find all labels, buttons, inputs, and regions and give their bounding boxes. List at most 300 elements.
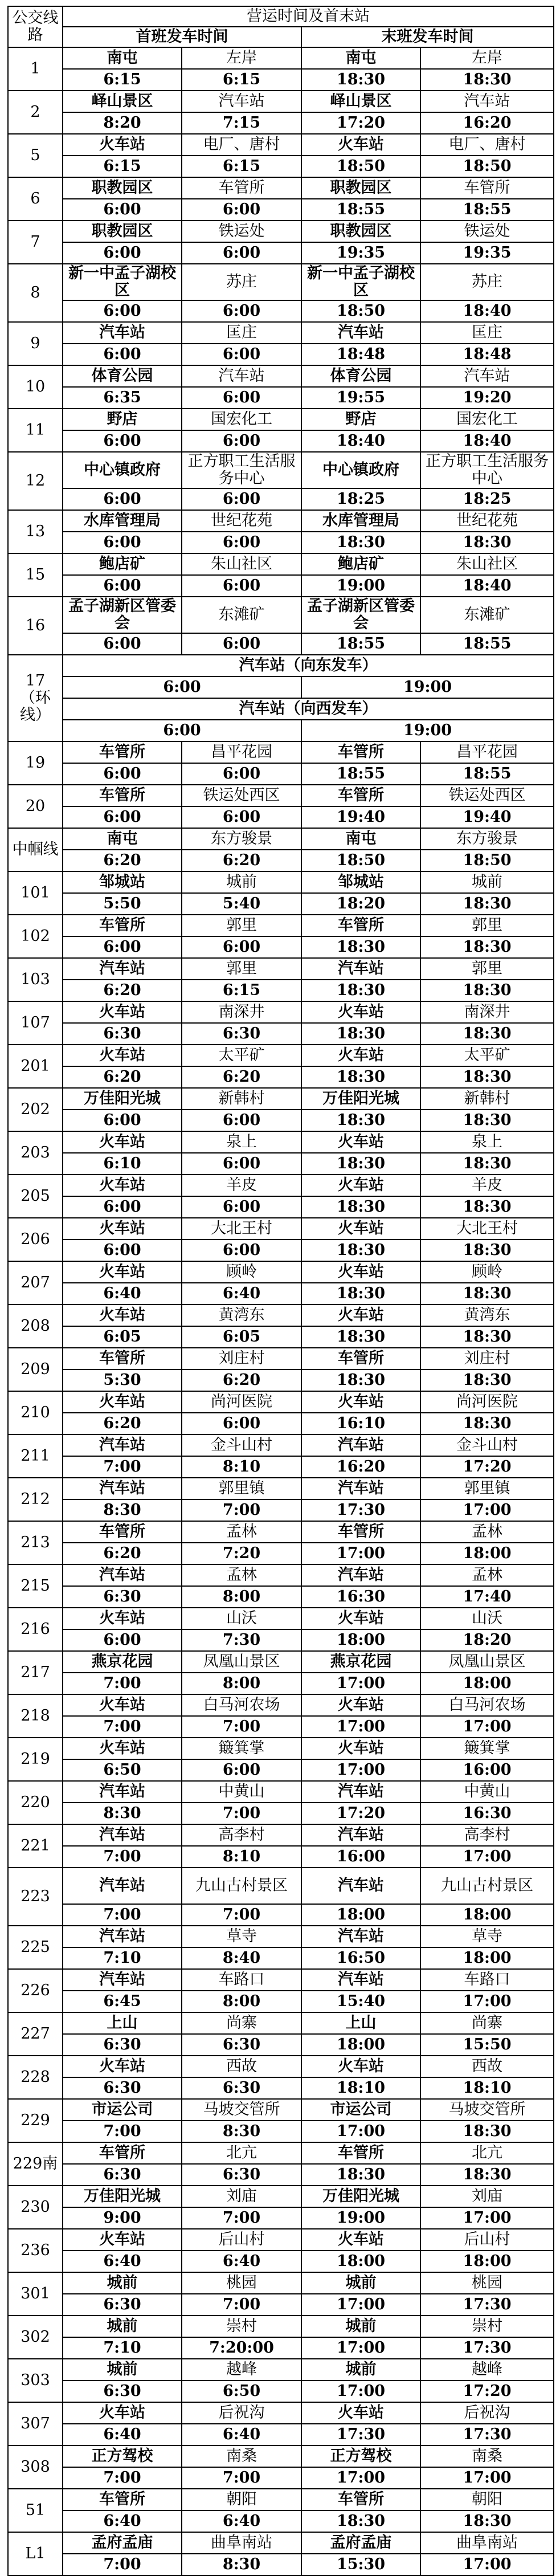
last-bus-time: 15:50 (420, 2034, 554, 2056)
last-bus-time: 18:30 (301, 936, 420, 958)
route-row-terminals (8, 2532, 554, 2554)
last-bus-time: 17:00 (301, 1716, 420, 1738)
first-bus-time: 7:10 (63, 2337, 182, 2359)
first-bus-time: 8:10 (182, 1846, 301, 1868)
header-row-2 (8, 27, 554, 47)
last-bus-terminal: 昌平花园 (420, 741, 554, 763)
first-bus-time: 6:20 (63, 980, 182, 1001)
route-row-terminals (8, 1868, 554, 1904)
loop-direction-label: 汽车站（向东发车） (63, 655, 554, 676)
last-bus-terminal: 汽车站 (301, 1434, 420, 1456)
last-bus-time: 17:00 (301, 2121, 420, 2142)
route-row-terminals (8, 1088, 554, 1110)
last-bus-terminal: 东滩矿 (420, 597, 554, 633)
last-bus-time: 18:55 (420, 763, 554, 785)
last-bus-time: 18:30 (420, 980, 554, 1001)
route-row-terminals (8, 1969, 554, 1991)
first-bus-terminal: 后祝沟 (182, 2402, 301, 2424)
first-bus-terminal: 车管所 (63, 915, 182, 936)
last-bus-terminal: 新一中孟子湖校区 (301, 264, 420, 300)
last-bus-terminal: 铁运处 (420, 221, 554, 242)
first-bus-time: 6:40 (63, 2510, 182, 2532)
last-bus-terminal: 朝阳 (420, 2489, 554, 2510)
route-number: 8 (8, 264, 63, 322)
last-bus-time: 18:50 (420, 850, 554, 871)
first-bus-time: 6:20 (182, 850, 301, 871)
last-bus-terminal: 后祝沟 (420, 2402, 554, 2424)
route-row-terminals (8, 1608, 554, 1629)
first-bus-terminal: 顾岭 (182, 1261, 301, 1283)
last-bus-time: 18:30 (301, 1153, 420, 1175)
first-bus-time: 6:30 (63, 2294, 182, 2316)
route-row-terminals (8, 409, 554, 430)
last-bus-time: 17:00 (420, 2207, 554, 2229)
first-bus-time: 6:00 (63, 488, 182, 510)
last-bus-time: 19:40 (420, 806, 554, 828)
first-bus-time: 6:00 (63, 1110, 182, 1131)
route-row-terminals (8, 1926, 554, 1947)
first-bus-time: 8:00 (182, 1586, 301, 1608)
route-row-times (8, 1629, 554, 1651)
last-bus-terminal: 左岸 (420, 47, 554, 69)
last-bus-terminal: 城前 (301, 2272, 420, 2294)
route-row-terminals (8, 1391, 554, 1413)
first-bus-time: 6:35 (63, 387, 182, 409)
route-row-times (8, 575, 554, 597)
last-bus-time: 18:30 (420, 893, 554, 915)
route-row-terminals (8, 553, 554, 575)
route-row-times (8, 980, 554, 1001)
route-number: 中帼线 (8, 828, 63, 871)
first-bus-terminal: 西故 (182, 2056, 301, 2077)
route-number: 103 (8, 958, 63, 1001)
last-bus-terminal: 车管所 (301, 1521, 420, 1543)
first-bus-time: 6:00 (182, 936, 301, 958)
route-number: 302 (8, 2316, 63, 2359)
route-row-times (8, 1196, 554, 1218)
first-bus-time: 6:30 (63, 2034, 182, 2056)
route-row-terminals (8, 1175, 554, 1196)
last-bus-time: 17:20 (301, 112, 420, 134)
last-bus-terminal: 邹城站 (301, 871, 420, 893)
route-number: 51 (8, 2489, 63, 2532)
route-row-terminals (8, 177, 554, 199)
last-bus-terminal: 市运公司 (301, 2099, 420, 2121)
first-bus-time: 7:00 (182, 2467, 301, 2489)
last-bus-time: 18:30 (301, 1326, 420, 1348)
route-row-terminals (8, 1261, 554, 1283)
last-bus-time: 18:25 (420, 488, 554, 510)
first-bus-time: 6:40 (182, 2510, 301, 2532)
route-row-terminals (8, 2445, 554, 2467)
last-bus-terminal: 车路口 (420, 1969, 554, 1991)
first-bus-time: 6:20 (182, 1066, 301, 1088)
first-bus-terminal: 东方骏景 (182, 828, 301, 850)
first-bus-time: 6:40 (182, 1283, 301, 1305)
first-bus-terminal: 太平矿 (182, 1045, 301, 1066)
route-number: 17（环线） (8, 655, 63, 741)
last-bus-terminal: 鲍店矿 (301, 553, 420, 575)
first-bus-time: 7:00 (182, 2294, 301, 2316)
last-bus-time: 18:30 (420, 936, 554, 958)
route-number: 205 (8, 1175, 63, 1218)
route-row-times (8, 1543, 554, 1564)
first-bus-terminal: 城前 (63, 2272, 182, 2294)
last-bus-time: 17:30 (301, 2424, 420, 2445)
first-bus-terminal: 车管所 (63, 785, 182, 806)
first-bus-terminal: 郭里镇 (182, 1478, 301, 1499)
last-bus-time: 18:30 (420, 2121, 554, 2142)
first-bus-time: 6:00 (63, 1629, 182, 1651)
first-bus-time: 6:20 (63, 1543, 182, 1564)
route-row-terminals (8, 1131, 554, 1153)
route-row-times (8, 1904, 554, 1926)
first-bus-time: 7:00 (63, 2554, 182, 2575)
route-row-times (8, 242, 554, 264)
last-bus-terminal: 尚寨 (420, 2012, 554, 2034)
first-bus-terminal: 黄湾东 (182, 1305, 301, 1326)
route-number: 206 (8, 1218, 63, 1261)
last-bus-time: 18:00 (420, 1673, 554, 1694)
route-row-terminals (8, 1694, 554, 1716)
route-number: 219 (8, 1738, 63, 1781)
route-row-times (8, 2251, 554, 2272)
last-bus-terminal: 水库管理局 (301, 510, 420, 532)
last-bus-time: 18:30 (301, 1110, 420, 1131)
route-row-times (8, 199, 554, 221)
last-bus-time: 17:30 (420, 2424, 554, 2445)
first-bus-terminal: 中黄山 (182, 1781, 301, 1803)
last-bus-time: 16:30 (420, 1803, 554, 1824)
route-row-terminals (8, 221, 554, 242)
first-bus-terminal: 火车站 (63, 2402, 182, 2424)
last-bus-terminal: 汽车站 (301, 1478, 420, 1499)
last-bus-terminal: 泉上 (420, 1131, 554, 1153)
first-bus-terminal: 朝阳 (182, 2489, 301, 2510)
first-bus-terminal: 燕京花园 (63, 1651, 182, 1673)
first-bus-time: 5:40 (182, 893, 301, 915)
first-bus-time: 6:20 (63, 850, 182, 871)
last-bus-time: 17:20 (420, 1456, 554, 1478)
last-bus-time: 17:00 (420, 1846, 554, 1868)
route-row-terminals (8, 1305, 554, 1326)
first-bus-time: 6:30 (182, 2034, 301, 2056)
route-row-times (8, 69, 554, 91)
first-bus-time: 6:00 (63, 300, 182, 322)
route-row-times (8, 1586, 554, 1608)
route-row-terminals (8, 2359, 554, 2381)
first-bus-time: 6:00 (63, 1196, 182, 1218)
first-bus-terminal: 火车站 (63, 1218, 182, 1240)
first-bus-time: 8:00 (182, 1991, 301, 2012)
first-bus-time: 6:15 (182, 980, 301, 1001)
route-row-times (8, 806, 554, 828)
first-bus-terminal: 邹城站 (63, 871, 182, 893)
last-bus-terminal: 车管所 (420, 177, 554, 199)
last-bus-terminal: 孟子湖新区管委会 (301, 597, 420, 633)
first-bus-terminal: 草寺 (182, 1926, 301, 1947)
last-bus-terminal: 火车站 (301, 2402, 420, 2424)
route-row-times (8, 1456, 554, 1478)
first-bus-time: 6:00 (182, 1759, 301, 1781)
first-bus-terminal: 国宏化工 (182, 409, 301, 430)
last-bus-time: 18:55 (420, 199, 554, 221)
last-bus-time: 18:30 (420, 1283, 554, 1305)
last-bus-time: 18:30 (420, 1066, 554, 1088)
route-number: 7 (8, 221, 63, 264)
first-bus-terminal: 汽车站 (63, 1781, 182, 1803)
route-row-terminals (8, 452, 554, 488)
first-bus-time: 6:15 (63, 156, 182, 177)
last-bus-time: 18:00 (301, 2251, 420, 2272)
route-row-terminals (8, 1001, 554, 1023)
first-bus-time: 7:20:00 (182, 2337, 301, 2359)
first-bus-terminal: 汽车站 (63, 1434, 182, 1456)
first-bus-time: 6:00 (182, 488, 301, 510)
first-bus-time: 6:00 (63, 532, 182, 553)
last-bus-time: 19:00 (301, 720, 554, 741)
last-bus-terminal: 孟林 (420, 1564, 554, 1586)
first-bus-time: 7:15 (182, 112, 301, 134)
first-bus-time: 7:20 (182, 1543, 301, 1564)
first-bus-terminal: 车管所 (63, 2142, 182, 2164)
route-row-times (8, 430, 554, 452)
last-bus-terminal: 北亢 (420, 2142, 554, 2164)
last-bus-terminal: 白马河农场 (420, 1694, 554, 1716)
first-bus-terminal: 汽车站 (63, 1868, 182, 1904)
loop-direction-label: 汽车站（向西发车） (63, 698, 554, 720)
last-bus-time: 17:00 (420, 1499, 554, 1521)
route-row-times (8, 1499, 554, 1521)
first-bus-terminal: 火车站 (63, 1001, 182, 1023)
first-bus-terminal: 苏庄 (182, 264, 301, 300)
last-bus-terminal: 城前 (301, 2316, 420, 2337)
route-row-terminals (8, 785, 554, 806)
first-bus-time: 7:00 (63, 1716, 182, 1738)
first-bus-terminal: 新一中孟子湖校区 (63, 264, 182, 300)
route-number: 218 (8, 1694, 63, 1738)
route-row-terminals (8, 1478, 554, 1499)
route-row-terminals (8, 1218, 554, 1240)
first-bus-terminal: 水库管理局 (63, 510, 182, 532)
first-bus-time: 6:00 (182, 300, 301, 322)
first-bus-time: 7:00 (63, 1904, 182, 1926)
last-bus-time: 18:30 (301, 1196, 420, 1218)
route-row-terminals (8, 2099, 554, 2121)
route-number: 9 (8, 322, 63, 365)
last-bus-time: 17:00 (301, 2294, 420, 2316)
last-bus-terminal: 越峰 (420, 2359, 554, 2381)
route-row-times (8, 1947, 554, 1969)
first-bus-terminal: 凤凰山景区 (182, 1651, 301, 1673)
last-bus-time: 17:00 (420, 2554, 554, 2575)
first-bus-terminal: 桃园 (182, 2272, 301, 2294)
last-bus-time: 18:00 (420, 1947, 554, 1969)
last-bus-terminal: 崇村 (420, 2316, 554, 2337)
first-bus-terminal: 南桑 (182, 2445, 301, 2467)
first-bus-time: 6:50 (63, 1759, 182, 1781)
first-bus-time: 8:10 (182, 1456, 301, 1478)
first-bus-time: 6:00 (182, 532, 301, 553)
last-bus-terminal: 草寺 (420, 1926, 554, 1947)
last-bus-terminal: 九山古村景区 (420, 1868, 554, 1904)
first-bus-terminal: 火车站 (63, 134, 182, 156)
route-row-times (8, 1369, 554, 1391)
last-bus-terminal: 峄山景区 (301, 91, 420, 112)
route-number: 210 (8, 1391, 63, 1434)
first-bus-time: 6:15 (182, 156, 301, 177)
last-bus-time: 18:50 (301, 850, 420, 871)
last-bus-time: 18:30 (420, 1023, 554, 1045)
last-bus-terminal: 野店 (301, 409, 420, 430)
last-bus-terminal: 车管所 (301, 741, 420, 763)
route-number: 12 (8, 452, 63, 510)
route-row-times (8, 1066, 554, 1088)
route-row-times (8, 2381, 554, 2402)
last-bus-terminal: 万佳阳光城 (301, 2186, 420, 2207)
route-row-times (8, 112, 554, 134)
last-bus-time: 16:50 (301, 1947, 420, 1969)
last-bus-time: 16:20 (301, 1456, 420, 1478)
last-bus-terminal: 东方骏景 (420, 828, 554, 850)
route-row-times (8, 2467, 554, 2489)
last-bus-terminal: 职教园区 (301, 221, 420, 242)
last-bus-time: 18:30 (301, 1240, 420, 1261)
route-number: 102 (8, 915, 63, 958)
first-bus-terminal: 汽车站 (63, 1824, 182, 1846)
first-bus-time: 6:00 (182, 1153, 301, 1175)
route-row-terminals (8, 1651, 554, 1673)
first-bus-time: 6:05 (182, 1326, 301, 1348)
route-number: 221 (8, 1824, 63, 1868)
last-bus-time: 18:00 (301, 1904, 420, 1926)
first-bus-time: 6:00 (63, 633, 182, 655)
first-bus-time: 6:40 (182, 2424, 301, 2445)
last-bus-time: 17:30 (301, 1499, 420, 1521)
route-row-terminals (8, 1564, 554, 1586)
route-row-times (8, 1803, 554, 1824)
first-bus-terminal: 尚河医院 (182, 1391, 301, 1413)
last-bus-time: 17:00 (301, 1673, 420, 1694)
last-bus-terminal: 汽车站 (301, 1781, 420, 1803)
first-bus-time: 6:00 (63, 344, 182, 365)
first-bus-time: 8:30 (182, 2554, 301, 2575)
first-bus-terminal: 车管所 (182, 177, 301, 199)
last-bus-terminal: 火车站 (301, 1001, 420, 1023)
route-number: 201 (8, 1045, 63, 1088)
first-bus-terminal: 南深井 (182, 1001, 301, 1023)
first-bus-terminal: 火车站 (63, 1608, 182, 1629)
route-number: 10 (8, 365, 63, 409)
last-bus-terminal: 刘庄村 (420, 1348, 554, 1369)
first-bus-time: 6:40 (63, 2251, 182, 2272)
first-bus-terminal: 火车站 (63, 1738, 182, 1759)
route-row-times (8, 488, 554, 510)
schedule-title: 营运时间及首末站 (63, 6, 554, 27)
route-row-terminals (8, 2142, 554, 2164)
last-bus-terminal: 大北王村 (420, 1218, 554, 1240)
first-bus-terminal: 泉上 (182, 1131, 301, 1153)
first-bus-terminal: 孟林 (182, 1521, 301, 1543)
route-row-times (8, 1283, 554, 1305)
route-row-terminals (8, 915, 554, 936)
first-bus-terminal: 城前 (182, 871, 301, 893)
first-bus-terminal: 越峰 (182, 2359, 301, 2381)
first-bus-header: 首班发车时间 (63, 27, 301, 47)
first-bus-terminal: 正方驾校 (63, 2445, 182, 2467)
route-row-times (8, 1153, 554, 1175)
first-bus-time: 6:30 (63, 2164, 182, 2186)
first-bus-terminal: 火车站 (63, 2229, 182, 2251)
last-bus-time: 15:40 (301, 1991, 420, 2012)
last-bus-terminal: 铁运处西区 (420, 785, 554, 806)
last-bus-terminal: 朱山社区 (420, 553, 554, 575)
first-bus-terminal: 汽车站 (63, 1926, 182, 1947)
first-bus-terminal: 汽车站 (182, 91, 301, 112)
last-bus-terminal: 职教园区 (301, 177, 420, 199)
first-bus-time: 6:00 (63, 575, 182, 597)
first-bus-terminal: 崇村 (182, 2316, 301, 2337)
first-bus-time: 7:00 (182, 1499, 301, 1521)
last-bus-time: 18:30 (420, 1413, 554, 1434)
first-bus-terminal: 车管所 (63, 741, 182, 763)
route-row-terminals (8, 322, 554, 344)
first-bus-time: 8:20 (63, 112, 182, 134)
last-bus-terminal: 后山村 (420, 2229, 554, 2251)
first-bus-time: 6:00 (182, 633, 301, 655)
first-bus-time: 6:05 (63, 1326, 182, 1348)
route-row-times (8, 2294, 554, 2316)
last-bus-terminal: 南屯 (301, 47, 420, 69)
route-row-terminals (8, 2402, 554, 2424)
last-bus-time: 18:50 (420, 156, 554, 177)
route-number: 228 (8, 2056, 63, 2099)
route-row-times (8, 2510, 554, 2532)
last-bus-time: 17:40 (420, 1586, 554, 1608)
first-bus-terminal: 匡庄 (182, 322, 301, 344)
route-number: 16 (8, 597, 63, 655)
first-bus-terminal: 车管所 (63, 1348, 182, 1369)
last-bus-time: 18:30 (420, 1110, 554, 1131)
first-bus-time: 6:00 (63, 720, 301, 741)
last-bus-time: 18:10 (301, 2077, 420, 2099)
route-row-times (8, 893, 554, 915)
last-bus-terminal: 汽车站 (420, 91, 554, 112)
last-bus-terminal: 金斗山村 (420, 1434, 554, 1456)
first-bus-terminal: 朱山社区 (182, 553, 301, 575)
last-bus-terminal: 尚河医院 (420, 1391, 554, 1413)
last-bus-terminal: 汽车站 (301, 322, 420, 344)
last-bus-time: 18:30 (301, 1283, 420, 1305)
first-bus-terminal: 昌平花园 (182, 741, 301, 763)
route-row-terminals (8, 597, 554, 633)
route-number: 227 (8, 2012, 63, 2056)
last-bus-time: 17:00 (420, 1716, 554, 1738)
first-bus-time: 5:50 (63, 893, 182, 915)
first-bus-terminal: 火车站 (63, 1694, 182, 1716)
last-bus-time: 16:00 (301, 1846, 420, 1868)
last-bus-terminal: 汽车站 (301, 1926, 420, 1947)
route17-row (8, 720, 554, 741)
first-bus-terminal: 刘庙 (182, 2186, 301, 2207)
last-bus-time: 18:55 (420, 633, 554, 655)
route-row-terminals (8, 2316, 554, 2337)
first-bus-terminal: 世纪花苑 (182, 510, 301, 532)
route-row-times (8, 1326, 554, 1348)
route-row-times (8, 300, 554, 322)
route-row-terminals (8, 2056, 554, 2077)
last-bus-terminal: 车管所 (301, 915, 420, 936)
